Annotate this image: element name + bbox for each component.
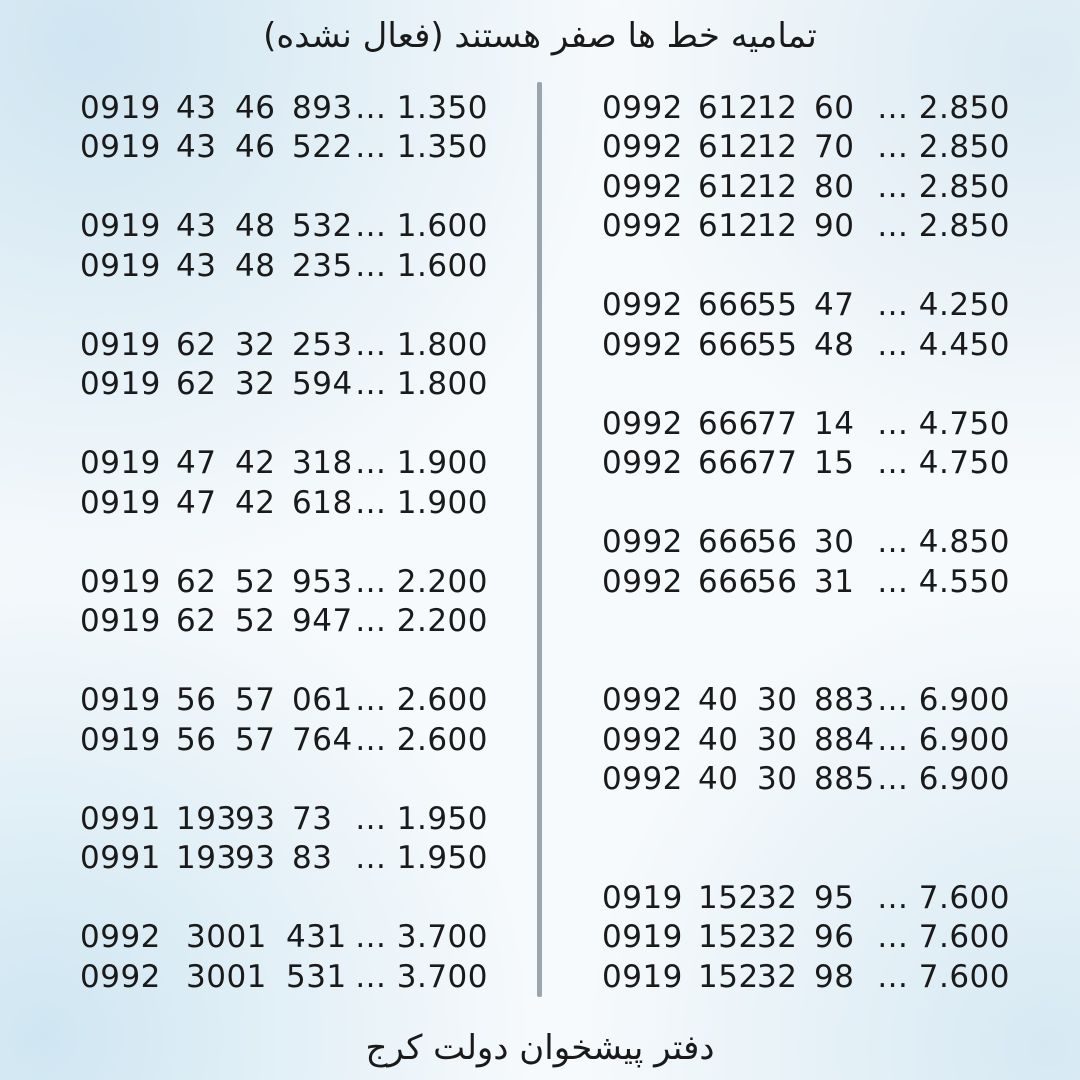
number-segment: 0919	[80, 366, 161, 402]
number-segment: 0919	[80, 208, 161, 244]
number-segment: 32	[235, 327, 276, 363]
number-segment: 666	[698, 406, 759, 442]
number-segment: 3001	[186, 919, 267, 955]
number-segment: 0992	[80, 919, 161, 955]
price-label: ... 1.900	[355, 485, 488, 521]
price-label: ... 2.600	[355, 682, 488, 718]
price-label: ... 4.750	[877, 406, 1010, 442]
phone-number-row	[80, 88, 488, 128]
number-segment: 93	[235, 801, 276, 837]
number-segment: 666	[698, 287, 759, 323]
number-segment: 32	[757, 880, 798, 916]
number-segment: 83	[292, 840, 333, 876]
number-segment: 48	[235, 208, 276, 244]
phone-number-row	[80, 799, 488, 839]
number-segment: 885	[814, 761, 875, 797]
phone-number-row	[602, 404, 1010, 444]
number-segment: 93	[235, 840, 276, 876]
phone-number-row	[602, 957, 1010, 997]
number-segment: 0992	[602, 208, 683, 244]
number-segment: 56	[176, 682, 217, 718]
price-label: ... 1.600	[355, 208, 488, 244]
price-label: ... 7.600	[877, 919, 1010, 955]
phone-number-row	[602, 325, 1010, 365]
number-segment: 30	[757, 722, 798, 758]
number-segment: 3001	[186, 959, 267, 995]
number-segment: 318	[292, 445, 353, 481]
number-segment: 0919	[80, 722, 161, 758]
number-segment: 32	[757, 959, 798, 995]
phone-number-row	[602, 443, 1010, 483]
price-label: ... 4.550	[877, 564, 1010, 600]
number-segment: 98	[814, 959, 855, 995]
price-label: ... 1.950	[355, 801, 488, 837]
number-segment: 0919	[80, 603, 161, 639]
number-segment: 0919	[80, 90, 161, 126]
number-segment: 883	[814, 682, 875, 718]
number-segment: 0992	[80, 959, 161, 995]
number-segment: 0991	[80, 840, 161, 876]
number-segment: 0992	[602, 406, 683, 442]
price-label: ... 2.200	[355, 564, 488, 600]
number-segment: 12	[757, 90, 798, 126]
phone-number-row	[80, 364, 488, 404]
number-segment: 612	[698, 90, 759, 126]
number-segment: 30	[814, 524, 855, 560]
price-label: ... 1.800	[355, 366, 488, 402]
number-segment: 193	[176, 801, 237, 837]
number-segment: 62	[176, 327, 217, 363]
phone-number-row	[602, 720, 1010, 760]
number-segment: 77	[757, 445, 798, 481]
phone-number-row	[80, 206, 488, 246]
number-segment: 57	[235, 682, 276, 718]
price-label: ... 7.600	[877, 959, 1010, 995]
price-label: ... 4.850	[877, 524, 1010, 560]
phone-number-row	[602, 917, 1010, 957]
number-segment: 0919	[80, 485, 161, 521]
price-label: ... 6.900	[877, 682, 1010, 718]
number-segment: 594	[292, 366, 353, 402]
number-segment: 612	[698, 208, 759, 244]
phone-number-row	[602, 522, 1010, 562]
number-segment: 56	[757, 524, 798, 560]
number-segment: 95	[814, 880, 855, 916]
number-segment: 57	[235, 722, 276, 758]
number-segment: 235	[292, 248, 353, 284]
number-segment: 947	[292, 603, 353, 639]
phone-number-row	[602, 88, 1010, 128]
number-segment: 60	[814, 90, 855, 126]
number-segment: 73	[292, 801, 333, 837]
phone-number-row	[602, 878, 1010, 918]
number-segment: 612	[698, 169, 759, 205]
phone-number-row	[80, 720, 488, 760]
price-label: ... 1.900	[355, 445, 488, 481]
phone-number-row	[80, 127, 488, 167]
number-segment: 40	[698, 682, 739, 718]
price-label: ... 3.700	[355, 919, 488, 955]
phone-number-row	[602, 285, 1010, 325]
price-label: ... 1.350	[355, 129, 488, 165]
number-segment: 32	[757, 919, 798, 955]
number-segment: 62	[176, 603, 217, 639]
price-label: ... 7.600	[877, 880, 1010, 916]
number-segment: 46	[235, 90, 276, 126]
number-segment: 15	[814, 445, 855, 481]
number-segment: 0919	[80, 682, 161, 718]
number-segment: 32	[235, 366, 276, 402]
number-segment: 55	[757, 327, 798, 363]
number-segment: 0919	[80, 248, 161, 284]
number-segment: 532	[292, 208, 353, 244]
number-segment: 30	[757, 682, 798, 718]
number-segment: 193	[176, 840, 237, 876]
number-segment: 0992	[602, 761, 683, 797]
number-segment: 612	[698, 129, 759, 165]
number-segment: 48	[235, 248, 276, 284]
number-segment: 666	[698, 564, 759, 600]
phone-number-row	[602, 206, 1010, 246]
phone-number-row	[80, 562, 488, 602]
number-segment: 46	[235, 129, 276, 165]
number-segment: 764	[292, 722, 353, 758]
price-label: ... 4.250	[877, 287, 1010, 323]
phone-number-row	[80, 325, 488, 365]
number-segment: 152	[698, 919, 759, 955]
number-segment: 62	[176, 366, 217, 402]
price-label: ... 1.600	[355, 248, 488, 284]
price-label: ... 2.200	[355, 603, 488, 639]
number-segment: 152	[698, 880, 759, 916]
number-segment: 42	[235, 445, 276, 481]
price-label: ... 3.700	[355, 959, 488, 995]
number-segment: 893	[292, 90, 353, 126]
number-segment: 47	[814, 287, 855, 323]
number-segment: 43	[176, 90, 217, 126]
number-segment: 0992	[602, 90, 683, 126]
number-segment: 96	[814, 919, 855, 955]
number-segment: 70	[814, 129, 855, 165]
number-segment: 0919	[80, 445, 161, 481]
number-segment: 43	[176, 129, 217, 165]
price-label: ... 2.850	[877, 208, 1010, 244]
number-segment: 884	[814, 722, 875, 758]
number-segment: 14	[814, 406, 855, 442]
number-segment: 42	[235, 485, 276, 521]
number-segment: 77	[757, 406, 798, 442]
number-segment: 56	[757, 564, 798, 600]
number-segment: 0919	[602, 959, 683, 995]
phone-number-row	[80, 957, 488, 997]
number-segment: 0992	[602, 682, 683, 718]
phone-number-row	[602, 680, 1010, 720]
number-segment: 666	[698, 524, 759, 560]
number-segment: 80	[814, 169, 855, 205]
number-segment: 0919	[80, 564, 161, 600]
price-label: ... 2.850	[877, 129, 1010, 165]
price-label: ... 6.900	[877, 722, 1010, 758]
phone-number-row	[80, 680, 488, 720]
number-segment: 12	[757, 208, 798, 244]
number-segment: 618	[292, 485, 353, 521]
number-segment: 43	[176, 248, 217, 284]
number-segment: 12	[757, 169, 798, 205]
number-segment: 0992	[602, 327, 683, 363]
price-label: ... 1.950	[355, 840, 488, 876]
number-segment: 55	[757, 287, 798, 323]
phone-number-row	[80, 483, 488, 523]
number-segment: 62	[176, 564, 217, 600]
phone-number-row	[80, 601, 488, 641]
number-segment: 666	[698, 327, 759, 363]
price-label: ... 2.850	[877, 90, 1010, 126]
price-label: ... 1.800	[355, 327, 488, 363]
price-label: ... 2.850	[877, 169, 1010, 205]
price-label: ... 6.900	[877, 761, 1010, 797]
number-segment: 40	[698, 722, 739, 758]
number-segment: 253	[292, 327, 353, 363]
number-segment: 531	[286, 959, 347, 995]
phone-number-row	[602, 562, 1010, 602]
number-segment: 0992	[602, 287, 683, 323]
number-segment: 0919	[602, 880, 683, 916]
phone-number-row	[80, 246, 488, 286]
number-segment: 48	[814, 327, 855, 363]
number-segment: 90	[814, 208, 855, 244]
price-label: ... 1.350	[355, 90, 488, 126]
number-segment: 431	[286, 919, 347, 955]
number-segment: 666	[698, 445, 759, 481]
number-segment: 0992	[602, 169, 683, 205]
phone-number-row	[80, 838, 488, 878]
number-segment: 52	[235, 564, 276, 600]
phone-number-row	[602, 127, 1010, 167]
number-segment: 31	[814, 564, 855, 600]
number-segment: 56	[176, 722, 217, 758]
number-segment: 0919	[80, 129, 161, 165]
number-segment: 0992	[602, 524, 683, 560]
number-segment: 0919	[80, 327, 161, 363]
number-segment: 953	[292, 564, 353, 600]
price-label: ... 4.450	[877, 327, 1010, 363]
number-segment: 0992	[602, 445, 683, 481]
number-segment: 52	[235, 603, 276, 639]
footer-caption: دفتر پیشخوان دولت کرج	[365, 1028, 715, 1068]
page-title: تمامیه خط ها صفر هستند (فعال نشده)	[263, 16, 817, 56]
number-segment: 0919	[602, 919, 683, 955]
number-segment: 152	[698, 959, 759, 995]
phone-number-row	[602, 167, 1010, 207]
number-segment: 0992	[602, 722, 683, 758]
number-segment: 0992	[602, 564, 683, 600]
number-segment: 522	[292, 129, 353, 165]
number-segment: 12	[757, 129, 798, 165]
phone-number-row	[80, 443, 488, 483]
phone-number-row	[602, 759, 1010, 799]
price-label: ... 4.750	[877, 445, 1010, 481]
number-segment: 0992	[602, 129, 683, 165]
phone-number-row	[80, 917, 488, 957]
number-segment: 0991	[80, 801, 161, 837]
column-divider	[537, 82, 542, 997]
number-segment: 40	[698, 761, 739, 797]
number-segment: 47	[176, 485, 217, 521]
price-label: ... 2.600	[355, 722, 488, 758]
number-segment: 30	[757, 761, 798, 797]
number-segment: 061	[292, 682, 353, 718]
number-segment: 47	[176, 445, 217, 481]
number-segment: 43	[176, 208, 217, 244]
